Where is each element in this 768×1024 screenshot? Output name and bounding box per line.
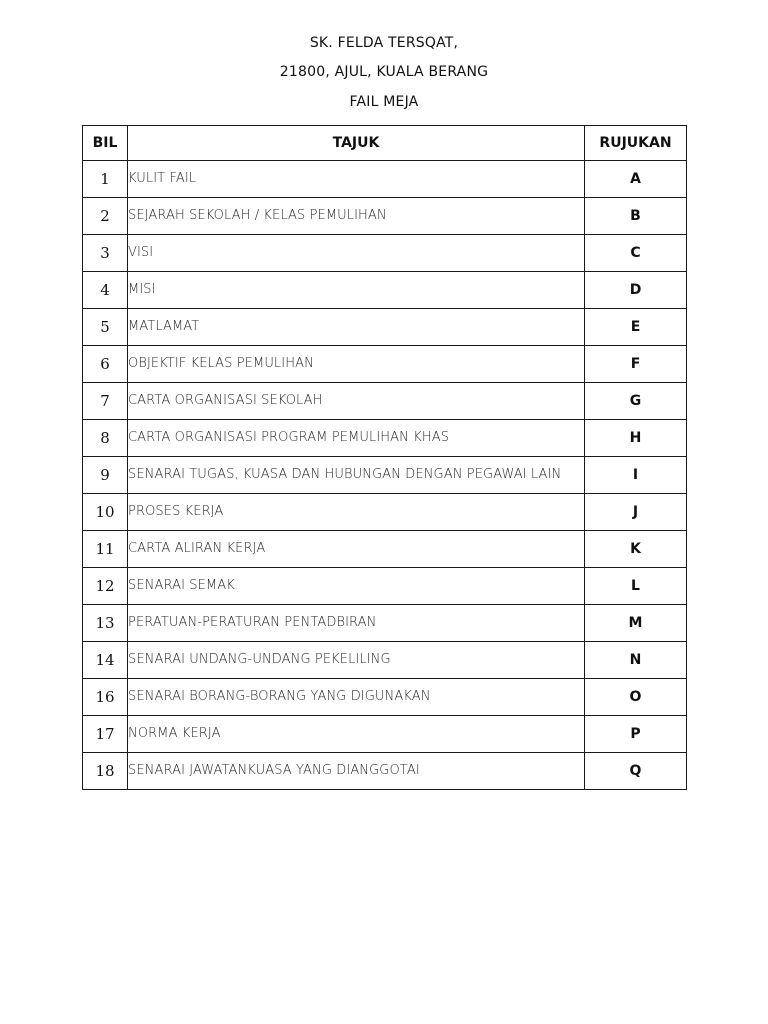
school-address: 21800, AJUL, KUALA BERANG [279, 64, 489, 80]
row-number-cell: 2 [83, 198, 128, 235]
table-row [83, 346, 687, 383]
row-number-cell: 7 [83, 383, 128, 420]
row-title-cell: PROSES KERJA [128, 494, 585, 531]
row-title-cell: SEJARAH SEKOLAH / KELAS PEMULIHAN [128, 198, 585, 235]
table-row [83, 494, 687, 531]
table-row [83, 716, 687, 753]
row-number-cell: 8 [83, 420, 128, 457]
row-reference-cell: D [585, 272, 687, 309]
row-title-cell: SENARAI SEMAK [128, 568, 585, 605]
row-number-cell: 10 [83, 494, 128, 531]
row-reference-cell: I [585, 457, 687, 494]
row-title-cell: NORMA KERJA [128, 716, 585, 753]
column-header-rujukan: RUJUKAN [585, 126, 687, 161]
row-reference-cell: J [585, 494, 687, 531]
row-number-cell: 12 [83, 568, 128, 605]
row-reference-cell: A [585, 161, 687, 198]
row-title-cell: VISI [128, 235, 585, 272]
row-number-cell: 14 [83, 642, 128, 679]
row-title-cell: SENARAI JAWATANKUASA YANG DIANGGOTAI [128, 753, 585, 790]
row-title-cell: OBJEKTIF KELAS PEMULIHAN [128, 346, 585, 383]
table-row [83, 753, 687, 790]
row-number-cell: 9 [83, 457, 128, 494]
row-title-cell: PERATUAN-PERATURAN PENTADBIRAN [128, 605, 585, 642]
row-reference-cell: Q [585, 753, 687, 790]
table-row [83, 235, 687, 272]
row-number-cell: 17 [83, 716, 128, 753]
row-number-cell: 13 [83, 605, 128, 642]
row-number-cell: 18 [83, 753, 128, 790]
table-row [83, 531, 687, 568]
row-number-cell: 4 [83, 272, 128, 309]
row-title-cell: MATLAMAT [128, 309, 585, 346]
table-row [83, 568, 687, 605]
row-number-cell: 6 [83, 346, 128, 383]
row-title-cell: MISI [128, 272, 585, 309]
row-reference-cell: C [585, 235, 687, 272]
document-title: FAIL MEJA [349, 94, 419, 110]
row-title-cell: SENARAI BORANG-BORANG YANG DIGUNAKAN [128, 679, 585, 716]
row-title-cell: KULIT FAIL [128, 161, 585, 198]
row-number-cell: 16 [83, 679, 128, 716]
table-row [83, 161, 687, 198]
row-title-cell: CARTA ORGANISASI SEKOLAH [128, 383, 585, 420]
column-header-bil: BIL [83, 126, 128, 161]
row-reference-cell: G [585, 383, 687, 420]
row-reference-cell: L [585, 568, 687, 605]
table-row [83, 605, 687, 642]
column-header-tajuk: TAJUK [128, 126, 585, 161]
row-number-cell: 3 [83, 235, 128, 272]
row-number-cell: 1 [83, 161, 128, 198]
row-reference-cell: H [585, 420, 687, 457]
table-row [83, 198, 687, 235]
school-name: SK. FELDA TERSQAT, [309, 35, 459, 51]
row-reference-cell: O [585, 679, 687, 716]
row-title-cell: SENARAI TUGAS, KUASA DAN HUBUNGAN DENGAN PEGAWAI LAIN [128, 457, 585, 494]
row-title-cell: CARTA ORGANISASI PROGRAM PEMULIHAN KHAS [128, 420, 585, 457]
row-reference-cell: N [585, 642, 687, 679]
row-number-cell: 5 [83, 309, 128, 346]
row-title-cell: SENARAI UNDANG-UNDANG PEKELILING [128, 642, 585, 679]
table-row [83, 309, 687, 346]
row-title-cell: CARTA ALIRAN KERJA [128, 531, 585, 568]
table-row [83, 457, 687, 494]
row-reference-cell: F [585, 346, 687, 383]
row-reference-cell: K [585, 531, 687, 568]
table-header-row [83, 126, 687, 161]
table-row [83, 420, 687, 457]
table-row [83, 642, 687, 679]
row-reference-cell: B [585, 198, 687, 235]
row-number-cell: 11 [83, 531, 128, 568]
file-index-table [82, 125, 687, 790]
table-row [83, 679, 687, 716]
row-reference-cell: E [585, 309, 687, 346]
table-row [83, 383, 687, 420]
table-row [83, 272, 687, 309]
row-reference-cell: M [585, 605, 687, 642]
row-reference-cell: P [585, 716, 687, 753]
